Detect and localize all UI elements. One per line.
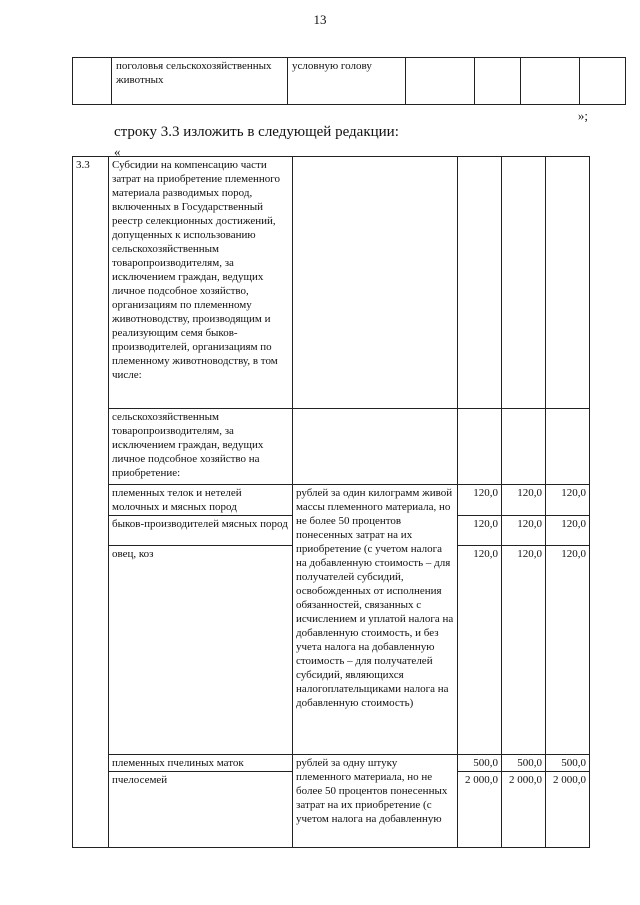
item-name: быков-производителей мясных пород — [109, 516, 293, 546]
value-cell: 500,0 — [502, 755, 546, 772]
unit-description: рублей за одну штуку племенного материала, но не более 50 процентов понесенных затрат на их приобретение (с учетом налога на добавленную — [293, 755, 458, 848]
value-cell: 2 000,0 — [546, 772, 590, 848]
value-cell: 120,0 — [502, 546, 546, 755]
unit-description: рублей за один килограмм живой массы племенного материала, но не более 50 процентов понесенных затрат на их приобретение (с учетом налога на добавленную стоимость – для получателей субсидий, освобожденных от исполнения обязанностей, связанных с исчислением и уплатой налога на добавленную стоимость, и без учета налога на добавленную стоимость – для получателей субсидий, являющихся налогоплательщиками налога на добавленную стоимость) — [293, 485, 458, 755]
value-cell — [458, 157, 502, 409]
table-row — [73, 485, 590, 516]
item-name: племенных телок и нетелей молочных и мясных пород — [109, 485, 293, 516]
amendment-instruction: строку 3.3 изложить в следующей редакции: — [114, 124, 399, 140]
unit-cell — [293, 157, 458, 409]
opening-quote: « — [114, 144, 121, 159]
value-cell: 120,0 — [458, 485, 502, 516]
table-row — [73, 755, 590, 772]
number-cell — [73, 58, 112, 105]
value-cell: 500,0 — [458, 755, 502, 772]
value-cell — [521, 58, 580, 105]
value-cell: 2 000,0 — [458, 772, 502, 848]
value-cell: 120,0 — [502, 485, 546, 516]
value-cell — [546, 157, 590, 409]
value-cell — [502, 157, 546, 409]
value-cell — [475, 58, 521, 105]
unit-cell — [293, 409, 458, 485]
value-cell: 2 000,0 — [502, 772, 546, 848]
item-name: племенных пчелиных маток — [109, 755, 293, 772]
closing-quote: »; — [577, 108, 588, 123]
unit-cell: условную голову — [288, 58, 406, 105]
page-number: 13 — [313, 12, 327, 27]
header-name: Субсидии на компенсацию части затрат на приобретение племенного материала разводимых пород, включенных в Государственный реестр селекционных достижений, допущенных к использованию сельскохозяйственным товаропроизводителям, за исключением граждан, ведущих личное подсобное хозяйство, организациям по племенному животноводству, производящим и реализующим семя быков-производителей, организациям по племенному животноводству, в том числе: — [109, 157, 293, 409]
row-number: 3.3 — [73, 157, 109, 848]
table-row — [73, 409, 590, 485]
value-cell: 120,0 — [546, 546, 590, 755]
subsidy-table — [72, 156, 590, 848]
value-cell: 120,0 — [546, 516, 590, 546]
value-cell: 120,0 — [502, 516, 546, 546]
value-cell — [406, 58, 475, 105]
continued-table — [72, 57, 626, 105]
subheader-name: сельскохозяйственным товаропроизводителям, за исключением граждан, ведущих личное подсобное хозяйство на приобретение: — [109, 409, 293, 485]
value-cell: 120,0 — [546, 485, 590, 516]
value-cell — [458, 409, 502, 485]
value-cell — [580, 58, 626, 105]
item-name: пчелосемей — [109, 772, 293, 848]
name-cell: поголовья сельскохозяйственных животных — [112, 58, 288, 105]
value-cell — [546, 409, 590, 485]
value-cell: 500,0 — [546, 755, 590, 772]
table-row — [73, 58, 626, 105]
value-cell: 120,0 — [458, 546, 502, 755]
item-name: овец, коз — [109, 546, 293, 755]
value-cell: 120,0 — [458, 516, 502, 546]
value-cell — [502, 409, 546, 485]
table-row — [73, 157, 590, 409]
